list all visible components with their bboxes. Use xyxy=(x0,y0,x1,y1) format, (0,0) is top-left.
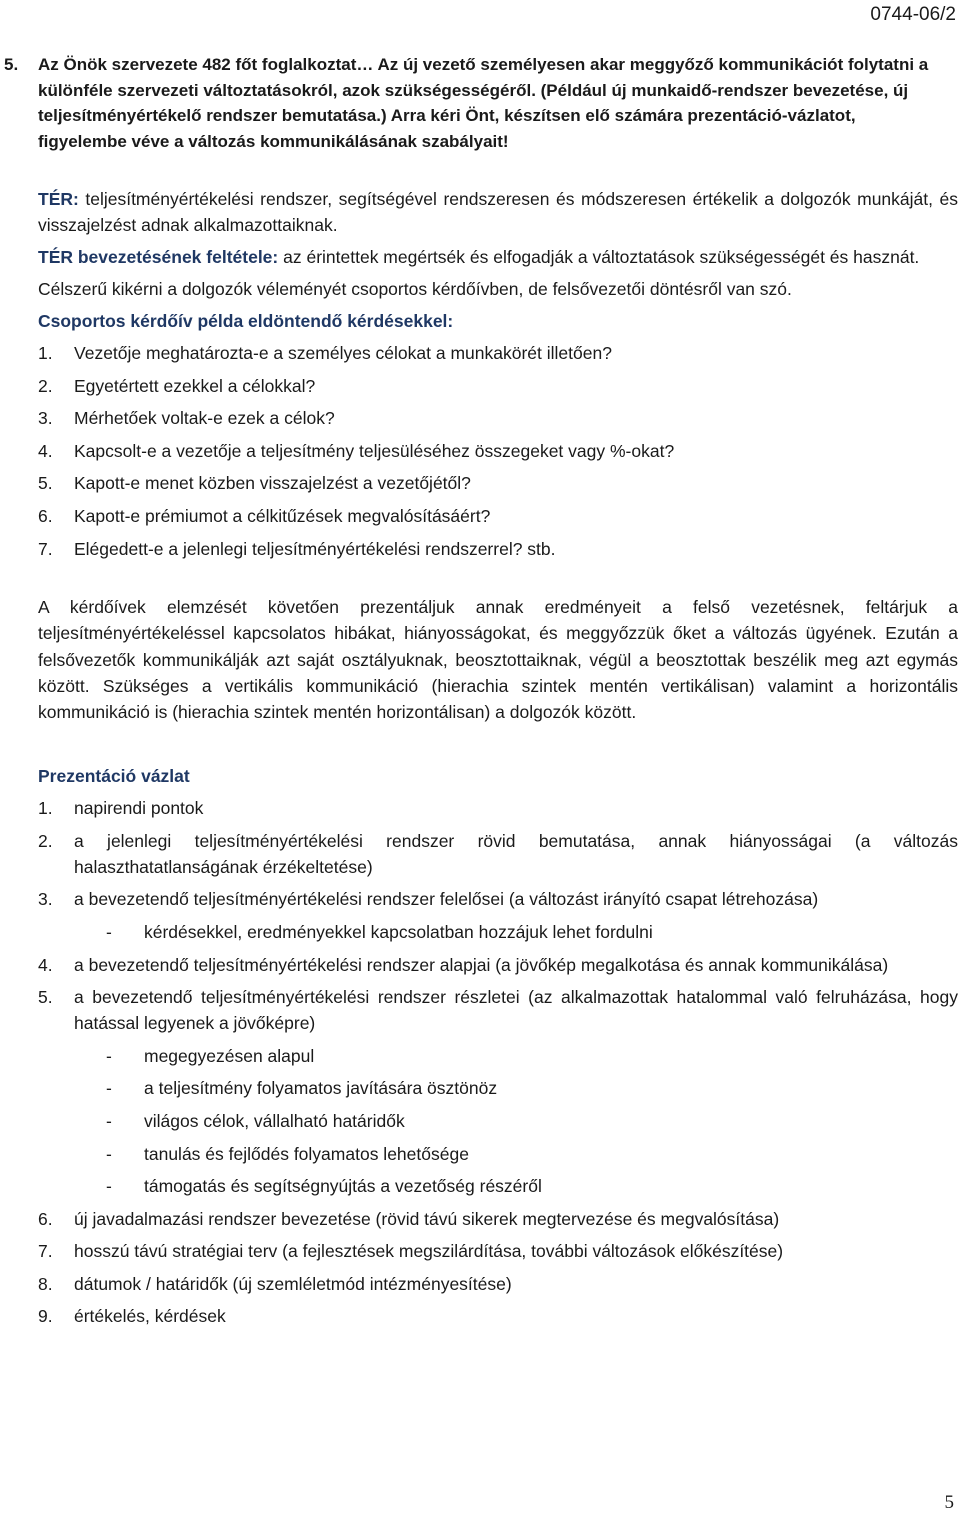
ter-label: TÉR: xyxy=(38,189,79,209)
outline-subitem xyxy=(106,1173,958,1199)
outline-text: hosszú távú stratégiai terv (a fejlesztések megszilárdítása, további változások előkészítése) xyxy=(74,1241,784,1262)
question-item xyxy=(38,373,958,399)
question-text: Elégedett-e a jelenlegi teljesítményértékelési rendszerrel? stb. xyxy=(74,538,556,559)
outline-text: a jelenlegi teljesítményértékelési rendszer rövid bemutatása, annak hiányosságai (a változás halaszthatatlanságának érzékeltetése) xyxy=(74,830,958,877)
outline-text: dátumok / határidők (új szemléletmód intézményesítése) xyxy=(74,1273,512,1294)
question-number: 1. xyxy=(38,343,53,363)
outline-item xyxy=(38,1238,958,1264)
outline-text: új javadalmazási rendszer bevezetése (rövid távú sikerek megtervezése és megvalósítása) xyxy=(74,1208,780,1229)
outline-number: 5. xyxy=(38,987,53,1008)
outline-subitem-text: a teljesítmény folyamatos javítására ösztönöz xyxy=(144,1078,498,1099)
answer-body xyxy=(38,186,958,1336)
outline-item xyxy=(38,1303,958,1329)
question-item xyxy=(38,340,958,366)
outline-subitem-text: kérdésekkel, eredményekkel kapcsolatban hozzájuk lehet fordulni xyxy=(144,921,653,942)
ter-condition-label: TÉR bevezetésének feltétele: xyxy=(38,247,279,267)
outline-text: a bevezetendő teljesítményértékelési rendszer felelősei (a változást irányító csapat létrehozása) xyxy=(74,889,819,910)
dash-bullet: - xyxy=(106,1045,112,1066)
question-text: Kapcsolt-e a vezetője a teljesítmény teljesüléséhez összegeket vagy %-okat? xyxy=(74,440,675,461)
question-number: 7. xyxy=(38,538,53,559)
question-text: Vezetője meghatározta-e a személyes célokat a munkakörét illetően? xyxy=(74,343,612,363)
question-number: 2. xyxy=(38,375,53,396)
ter-definition-text: teljesítményértékelési rendszer, segítségével rendszeresen és módszeresen értékelik a dolgozók munkáját, és visszajelzést adnak alkalmazottaiknak. xyxy=(38,189,958,235)
dash-bullet: - xyxy=(106,1110,112,1131)
outline-item xyxy=(38,828,958,880)
question-number: 3. xyxy=(38,408,53,429)
question-number: 4. xyxy=(38,440,53,461)
outline-item xyxy=(38,886,958,912)
outline-text: a bevezetendő teljesítményértékelési rendszer alapjai (a jövőkép megalkotása és annak kommunikálása) xyxy=(74,954,889,975)
outline-number: 1. xyxy=(38,798,53,819)
question-item xyxy=(38,438,958,464)
dash-bullet: - xyxy=(106,921,112,942)
outline-subitem xyxy=(106,1075,958,1101)
analysis-paragraph: A kérdőívek elemzését követően prezentáljuk annak eredményeit a felső vezetésnek, feltárjuk a teljesítményértékeléssel kapcsolatos hibákat, hiányosságokat, és meggyőzzük őket a változás ügyének. Ezután a felsővezetők kommunikálják azt saját osztályuknak, beosztottaiknak, végül a beosztottak beszélik meg azt egymás között. Szükséges a vertikális kommunikáció (hierachia szintek mentén vertikálisan) valamint a horizontális kommunikáció is (hierachia szintek mentén horizontálisan) a dolgozók között. xyxy=(38,597,958,722)
recommendation: Célszerű kikérni a dolgozók véleményét csoportos kérdőívben, de felsővezetői döntésről van szó. xyxy=(38,279,792,299)
question-item xyxy=(38,470,958,496)
outline-number: 9. xyxy=(38,1306,53,1327)
outline-subitem-text: támogatás és segítségnyújtás a vezetőség részéről xyxy=(144,1176,542,1197)
task-prompt xyxy=(4,52,934,154)
outline-subitem xyxy=(106,1108,958,1134)
outline-subitem-text: világos célok, vállalható határidők xyxy=(144,1110,405,1131)
outline-text: a bevezetendő teljesítményértékelési rendszer részletei (az alkalmazottak hatalommal való felruházása, hogy hatással legyenek a jövőképre) xyxy=(74,987,958,1034)
outline-subitem xyxy=(106,1141,958,1167)
question-item xyxy=(38,536,958,562)
outline-number: 4. xyxy=(38,954,53,975)
questionnaire-title: Csoportos kérdőív példa eldöntendő kérdésekkel: xyxy=(38,311,454,331)
ter-condition xyxy=(38,244,958,270)
question-text: Egyetértett ezekkel a célokkal? xyxy=(74,375,316,396)
question-text: Kapott-e menet közben visszajelzést a vezetőjétől? xyxy=(74,473,471,494)
outline-item xyxy=(38,795,958,821)
presentation-list xyxy=(38,795,958,1329)
question-item xyxy=(38,503,958,529)
ter-condition-text: az érintettek megértsék és elfogadják a változtatások szükségességét és hasznát. xyxy=(278,247,920,267)
dash-bullet: - xyxy=(106,1176,112,1197)
outline-subitem-text: tanulás és fejlődés folyamatos lehetősége xyxy=(144,1143,469,1164)
question-number: 6. xyxy=(38,505,53,526)
outline-number: 7. xyxy=(38,1241,53,1262)
outline-subitem xyxy=(106,919,958,945)
outline-text: napirendi pontok xyxy=(74,798,204,819)
question-item xyxy=(38,405,958,431)
question-number: 5. xyxy=(38,473,53,494)
presentation-title: Prezentáció vázlat xyxy=(38,766,190,787)
outline-number: 2. xyxy=(38,830,53,851)
outline-number: 6. xyxy=(38,1208,53,1229)
outline-item xyxy=(38,1206,958,1232)
ter-definition xyxy=(38,186,958,238)
outline-number: 8. xyxy=(38,1273,53,1294)
outline-subitem-text: megegyezésen alapul xyxy=(144,1045,315,1066)
dash-bullet: - xyxy=(106,1078,112,1099)
question-text: Mérhetőek voltak-e ezek a célok? xyxy=(74,408,335,429)
page-number: 5 xyxy=(944,1492,954,1513)
dash-bullet: - xyxy=(106,1143,112,1164)
outline-item xyxy=(38,952,958,978)
outline-item xyxy=(38,984,958,1036)
outline-subitem xyxy=(106,1043,958,1069)
outline-number: 3. xyxy=(38,889,53,910)
question-text: Kapott-e prémiumot a célkitűzések megvalósításáért? xyxy=(74,505,491,526)
outline-text: értékelés, kérdések xyxy=(74,1306,226,1327)
questionnaire-list xyxy=(38,340,958,562)
task-number: 5. xyxy=(4,55,19,74)
task-text: Az Önök szervezete 482 főt foglalkoztat… Az új vezető személyesen akar meggyőző kommunikációt folytatni a különféle szervezeti változtatásokról, azok szükségességéről. (Például új munkaidő-rendszer bevezetése, új teljesítményértékelő rendszer bemutatása.) Arra kéri Önt, készítsen elő számára prezentáció-vázlatot, figyelembe véve a változás kommunikálásának szabályait! xyxy=(38,55,929,151)
outline-item xyxy=(38,1271,958,1297)
document-code: 0744-06/2 xyxy=(870,4,956,25)
